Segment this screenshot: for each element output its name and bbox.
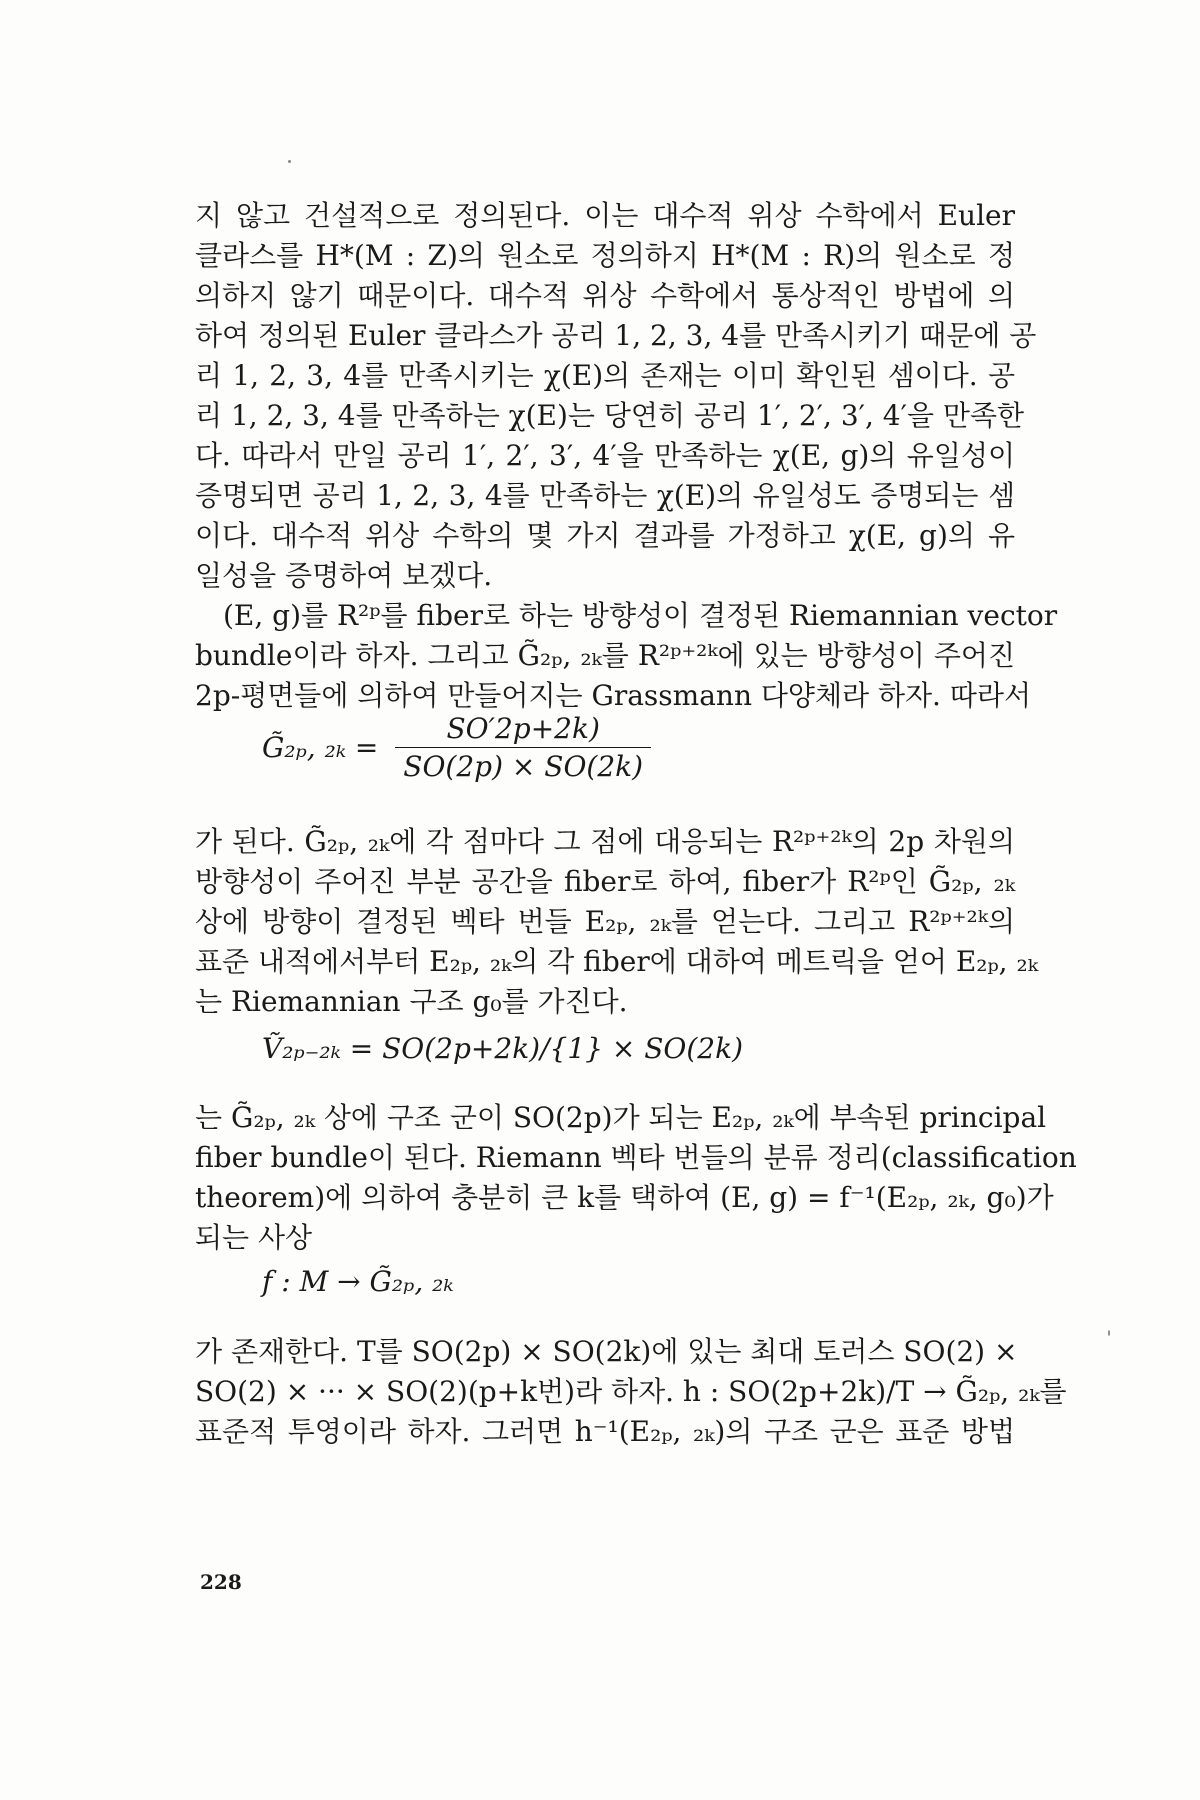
text-line: 증명되면 공리 1, 2, 3, 4를 만족하는 χ(E)의 유일성도 증명되는 셈 <box>195 479 1015 512</box>
text-line: 하여 정의된 Euler 클라스가 공리 1, 2, 3, 4를 만족시키기 때문에 공 <box>195 319 1037 352</box>
text-line: 방향성이 주어진 부분 공간을 fiber로 하여, fiber가 R²ᵖ인 G̃₂ₚ, ₂ₖ <box>195 865 1015 898</box>
paragraph-5 <box>195 1332 1067 1452</box>
formula-denominator: SO(2p) × SO(2k) <box>403 750 644 783</box>
classifying-map-formula: f : M → G̃₂ₚ, ₂ₖ <box>262 1265 454 1298</box>
text-line: 표준적 투영이라 하자. 그러면 h⁻¹(E₂ₚ, ₂ₖ)의 구조 군은 표준 방법 <box>195 1415 1015 1448</box>
text-line: 가 된다. G̃₂ₚ, ₂ₖ에 각 점마다 그 점에 대응되는 R²ᵖ⁺²ᵏ의 2p 차원의 <box>195 825 1015 858</box>
text-line: 상에 방향이 결정된 벡타 번들 E₂ₚ, ₂ₖ를 얻는다. 그리고 R²ᵖ⁺²ᵏ의 <box>195 905 1015 938</box>
paragraph-3 <box>195 822 1038 1022</box>
page-number: 228 <box>200 1570 242 1594</box>
text-line: 클라스를 H*(M : Z)의 원소로 정의하지 H*(M : R)의 원소로 정 <box>195 239 1015 272</box>
text-line: 되는 사상 <box>195 1221 313 1254</box>
text-line: 리 1, 2, 3, 4를 만족하는 χ(E)는 당연히 공리 1′, 2′, 3′, 4′을 만족한 <box>195 399 1025 432</box>
text-line: 리 1, 2, 3, 4를 만족시키는 χ(E)의 존재는 이미 확인된 셈이다. 공 <box>195 359 1015 392</box>
text-line: 는 G̃₂ₚ, ₂ₖ 상에 구조 군이 SO(2p)가 되는 E₂ₚ, ₂ₖ에 부속된 principal <box>195 1101 1047 1134</box>
text-line: 2p-평면들에 의하여 만들어지는 Grassmann 다양체라 하자. 따라서 <box>195 679 1032 712</box>
formula-fraction <box>395 712 651 783</box>
text-line: 표준 내적에서부터 E₂ₚ, ₂ₖ의 각 fiber에 대하여 메트릭을 얻어 E₂ₚ, ₂ₖ <box>195 945 1038 978</box>
speck-mark <box>1108 1330 1110 1336</box>
formula-lhs: G̃₂ₚ, ₂ₖ = <box>262 731 379 764</box>
paragraph-4 <box>195 1098 1077 1258</box>
text-line: SO(2) × ··· × SO(2)(p+k번)라 하자. h : SO(2p+2k)/T → G̃₂ₚ, ₂ₖ를 <box>195 1375 1067 1408</box>
text-line: bundle이라 하자. 그리고 G̃₂ₚ, ₂ₖ를 R²ᵖ⁺²ᵏ에 있는 방향성이 주어진 <box>195 639 1015 672</box>
grassmann-formula <box>262 712 651 783</box>
stiefel-formula: Ṽ₂ₚ₋₂ₖ = SO(2p+2k)/{1} × SO(2k) <box>262 1032 743 1065</box>
text-line: 이다. 대수적 위상 수학의 몇 가지 결과를 가정하고 χ(E, g)의 유 <box>195 519 1015 552</box>
formula-numerator: SO′2p+2k) <box>395 712 651 748</box>
text-line: theorem)에 의하여 충분히 큰 k를 택하여 (E, g) = f⁻¹(E₂ₚ, ₂ₖ, g₀)가 <box>195 1181 1054 1214</box>
text-line: 의하지 않기 때문이다. 대수적 위상 수학에서 통상적인 방법에 의 <box>195 279 1015 312</box>
speck-mark <box>288 160 291 163</box>
text-line: 지 않고 건설적으로 정의된다. 이는 대수적 위상 수학에서 Euler <box>195 199 1015 232</box>
text-line: fiber bundle이 된다. Riemann 벡타 번들의 분류 정리(classification <box>195 1141 1077 1174</box>
text-line: (E, g)를 R²ᵖ를 fiber로 하는 방향성이 결정된 Riemannian vector <box>223 599 1058 632</box>
text-line: 는 Riemannian 구조 g₀를 가진다. <box>195 985 628 1018</box>
text-line: 일성을 증명하여 보겠다. <box>195 559 493 592</box>
paragraph-2 <box>195 596 1058 716</box>
paragraph-1 <box>195 196 1037 596</box>
text-line: 다. 따라서 만일 공리 1′, 2′, 3′, 4′을 만족하는 χ(E, g)의 유일성이 <box>195 439 1015 472</box>
text-line: 가 존재한다. T를 SO(2p) × SO(2k)에 있는 최대 토러스 SO(2) × <box>195 1335 1018 1368</box>
